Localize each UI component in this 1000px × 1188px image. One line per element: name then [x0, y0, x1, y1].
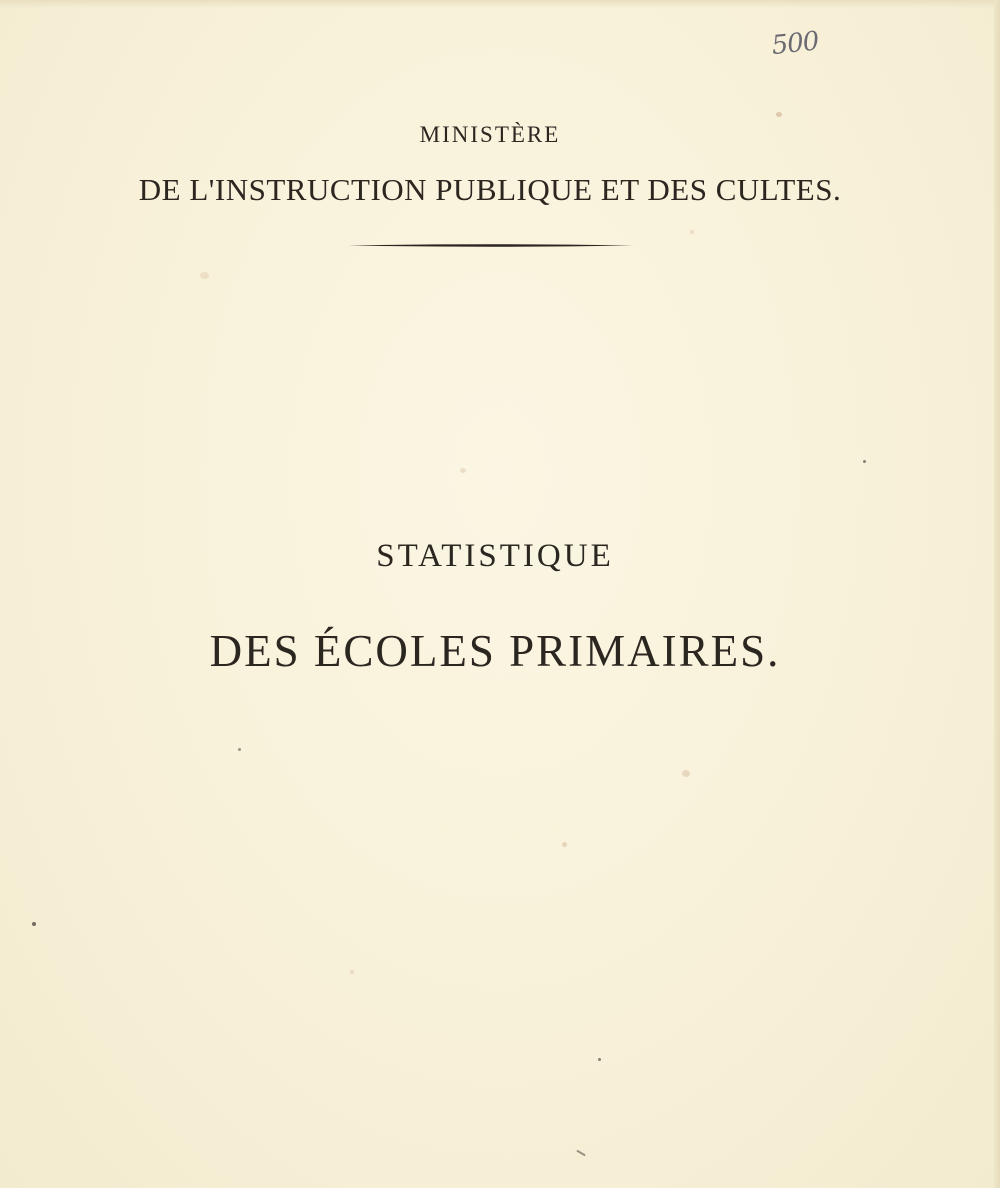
paper-speck: [238, 748, 241, 751]
paper-speck: [562, 842, 567, 847]
paper-speck: [32, 922, 36, 926]
title-line-statistique: STATISTIQUE: [376, 538, 614, 574]
decorative-rule: [348, 243, 633, 248]
title-line-ecoles-primaires: DES ÉCOLES PRIMAIRES.: [209, 626, 781, 676]
paper-speck: [690, 230, 694, 234]
paper-speck: [598, 1058, 601, 1061]
handwritten-page-number: 500: [770, 26, 820, 62]
page-right-edge: [994, 0, 1000, 1188]
paper-speck: [460, 468, 466, 473]
ministry-heading: MINISTÈRE: [419, 122, 561, 147]
page-top-edge: [0, 0, 1000, 8]
paper-speck: [863, 460, 866, 463]
paper-speck: [350, 970, 354, 974]
paper-speck: [682, 770, 690, 777]
ministry-name: DE L'INSTRUCTION PUBLIQUE ET DES CULTES.: [138, 172, 842, 207]
paper-speck: [776, 112, 782, 117]
paper-speck: [576, 1150, 586, 1157]
paper-speck: [200, 272, 209, 279]
